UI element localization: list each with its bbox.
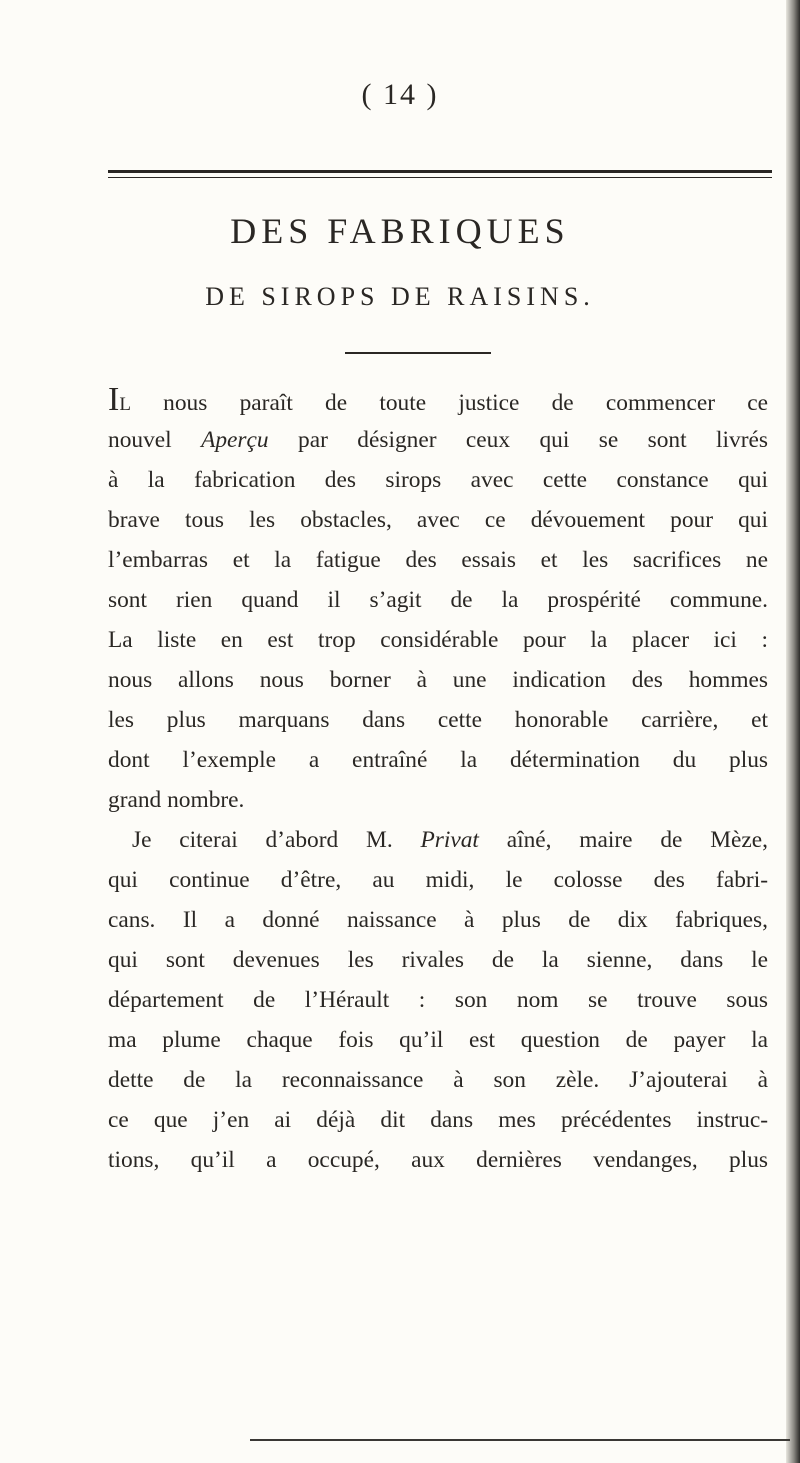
title-divider [345,352,491,354]
text-line: La liste en est trop considérable pour la placer ici : [108,627,768,653]
header-rule-thin [108,177,772,178]
text-line: qui continue d’être, au midi, le colosse des fabri- [108,867,768,893]
line-text: par désigner ceux qui se sont livrés [268,427,768,453]
text-line: dont l’exemple a entraîné la détermination du plus [108,747,768,773]
body-text [108,380,768,1180]
text-line: tions, qu’il a occupé, aux dernières vendanges, plus [108,1147,768,1173]
text-line: à la fabrication des sirops avec cette constance qui [108,467,768,493]
text-line: ma plume chaque fois qu’il est question de payer la [108,1027,768,1053]
chapter-subtitle: DE SIROPS DE RAISINS. [205,282,595,311]
line-text: nous paraît de toute justice de commencer ce [130,390,768,416]
text-line: département de l’Hérault : son nom se trouve sous [108,987,768,1013]
chapter-title: DES FABRIQUES [230,211,570,251]
line-text: Je citerai d’abord M. [132,827,421,853]
page-bottom-edge [250,1439,790,1441]
line-text: nouvel [108,427,202,453]
text-line: les plus marquans dans cette honorable carrière, et [108,707,768,733]
small-caps: L [119,394,131,415]
text-line [108,820,768,860]
line-text: aîné, maire de Mèze, [478,827,768,853]
text-line: qui sont devenues les rivales de la sienne, dans le [108,947,768,973]
text-line: brave tous les obstacles, avec ce dévouement pour qui [108,507,768,533]
text-line: sont rien quand il s’agit de la prospérité commune. [108,587,768,613]
text-line: l’embarras et la fatigue des essais et les sacrifices ne [108,547,768,573]
text-line [108,420,768,460]
header-rule-thick [108,170,772,173]
text-line: grand nombre. [108,787,245,813]
italic-name: Privat [420,827,479,853]
text-line [108,380,768,420]
italic-word: Aperçu [201,427,269,453]
text-line: ce que j’en ai déjà dit dans mes précédentes instruc- [108,1107,768,1133]
text-line: dette de la reconnaissance à son zèle. J’ajouterai à [108,1067,768,1093]
page-number: ( 14 ) [361,78,439,111]
text-line: cans. Il a donné naissance à plus de dix fabriques, [108,907,768,933]
text-line: nous allons nous borner à une indication des hommes [108,667,768,693]
drop-cap: I [108,381,120,418]
